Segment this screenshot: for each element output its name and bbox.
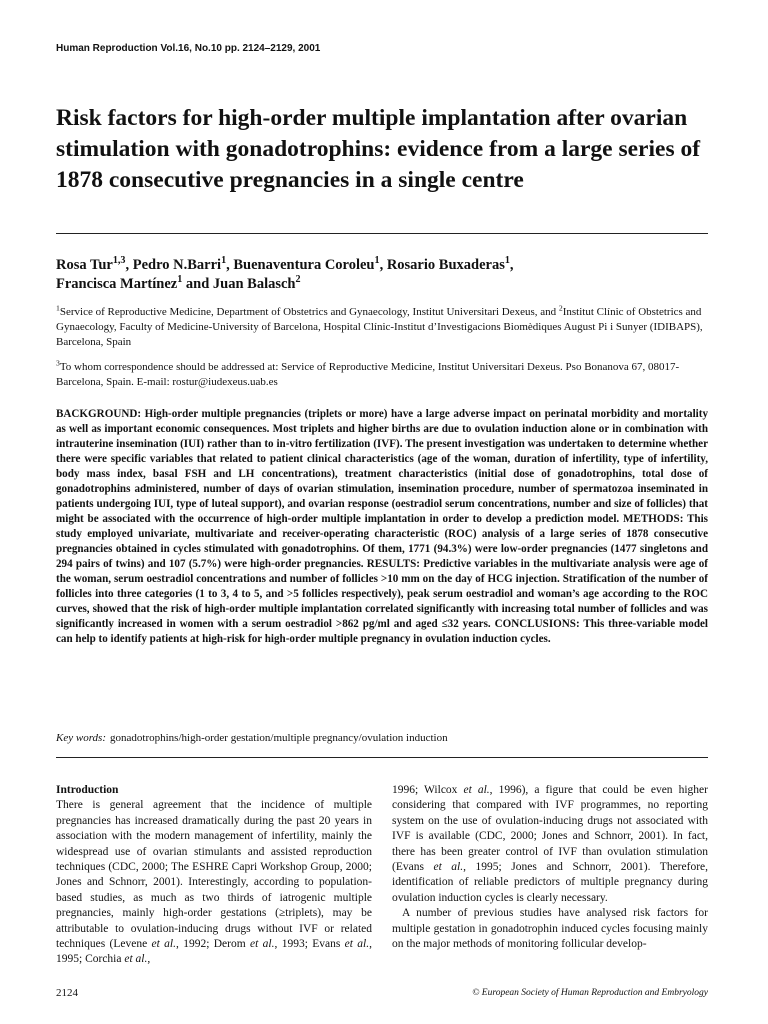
intro-paragraph-2: A number of previous studies have analysed risk factors for multiple gestation in gonadotrophin induced cycles focusing mainly on the major methods of monitoring follicular develop- <box>392 907 708 951</box>
abstract-divider <box>56 757 708 758</box>
affiliation-correspondence: $^3$To whom correspondence should be addressed at: Service of Reproductive Medicine, Institut Universitari Dexeus. Pso Bonanova 67, 08017-Barcelona, Spain. E-mail: rostur@iudexeus.uab.es <box>56 358 680 388</box>
keywords <box>56 731 708 746</box>
page-number: 2124 <box>56 987 78 999</box>
paper-title: Risk factors for high-order multiple implantation after ovarian stimulation with gonadotrophins: evidence from a large series of 1878 consecutive pregnancies in a single centre <box>56 105 701 193</box>
section-heading-introduction: Introduction <box>56 784 119 796</box>
left-column <box>56 783 372 968</box>
right-column <box>392 783 708 952</box>
intro-paragraph-1-continued: 1996; Wilcox et al., 1996), a figure that could be even higher considering that compared with IVF programmes, no reporting system on the use of ovulation-inducing drugs not associated with IVF is available (CDC, 2000; Jones and Schnorr, 2001). In fact, there has been greater control of IVF than ovulation stimulation (Evans et al., 1995; Jones and Schnorr, 2001). Therefore, identification of reliable predictors of multiple pregnancy during ovulation induction cycles is clearly necessary. <box>392 784 709 904</box>
abstract: BACKGROUND: High-order multiple pregnancies (triplets or more) have a large adverse impact on perinatal morbidity and mortality as well as important economic consequences. Most triplets and higher births are due to ovulation induction alone or in combination with intrauterine insemination (IUI) rather than to in-vitro fertilization (IVF). The present investigation was undertaken to determine whether there were specific variables that related to patient clinical characteristics (age of the woman, duration of infertility, type of infertility, body mass index, basal FSH and LH concentrations), treatment characteristics (initial dose of gonadotrophins, total dose of gonadotrophins administered, number of days of ovarian stimulation, insemination procedure, number of spermatozoa inseminated in patients undergoing IUI, type of luteal support), and ovarian response (oestradiol serum concentrations, number and size of follicles) that might be associated with the occurrence of high-order multiple implantation in order to develop a prediction model. METHODS: This study employed univariate, multivariate and receiver-operating characteristic (ROC) analysis of a large series of 1878 consecutive pregnancies obtained in cycles stimulated with gonadotrophins. Of them, 1771 (94.3%) were low-order pregnancies (1477 singletons and 294 pairs of twins) and 107 (5.7%) were high-order pregnancies. RESULTS: Predictive variables in the multivariate analysis were age of the woman, serum oestradiol concentrations and number of follicles >10 mm on the day of HCG injection. Stratification of the number of follicles into three categories (1 to 3, 4 to 5, and >5 follicles respectively), peak serum oestradiol and woman’s age according to the ROC curves, showed that the risk of high-order multiple implantation correlated significantly with increasing total number of follicles and was significantly increased in women with a serum oestradiol >862 pg/ml and aged ≤32 years. CONCLUSIONS: This three-variable model can help to identify patients at high-risk for high-order multiple pregnancy in ovulation induction cycles. <box>56 408 708 645</box>
keywords-list: gonadotrophins/high-order gestation/multiple pregnancy/ovulation induction <box>110 732 448 744</box>
copyright-notice: © European Society of Human Reproduction and Embryology <box>472 988 708 998</box>
keywords-label: Key words: <box>56 732 107 744</box>
author-list: Rosa Tur$^{1,3}$, Pedro N.Barri$^1$, Buenaventura Coroleu$^1$, Rosario Buxaderas$^1$, Francisca Martínez$^1$ and Juan Balasch$^2$ <box>56 255 514 292</box>
title-divider <box>56 233 708 234</box>
intro-paragraph-1: There is general agreement that the incidence of multiple pregnancies has increased dramatically during the past 20 years in association with the modern management of infertility, mainly the widespread use of ovarian stimulants and assisted reproduction techniques (CDC, 2000; The ESHRE Capri Workshop Group, 2000; Jones and Schnorr, 2001). Interestingly, according to population-based studies, as much as two thirds of iatrogenic multiple pregnancies, mainly high-order gestations (≥triplets), may be attributable to ovulation-inducing drugs without IVF or related techniques (Levene et al., 1992; Derom et al., 1993; Evans et al., 1995; Corchia et al., <box>56 799 373 966</box>
affiliation-institutions: $^1$Service of Reproductive Medicine, Department of Obstetrics and Gynaecology, Institut Universitari Dexeus, and $^2$Institut Clínic of Obstetrics and Gynaecology, Faculty of Medicine-University of Barcelona, Hospital Clínic-Institut d’Investigacions Biomèdiques August Pi i Sunyer (IDIBAPS), Barcelona, Spain <box>56 303 703 348</box>
journal-header: Human Reproduction Vol.16, No.10 pp. 2124–2129, 2001 <box>56 43 321 54</box>
